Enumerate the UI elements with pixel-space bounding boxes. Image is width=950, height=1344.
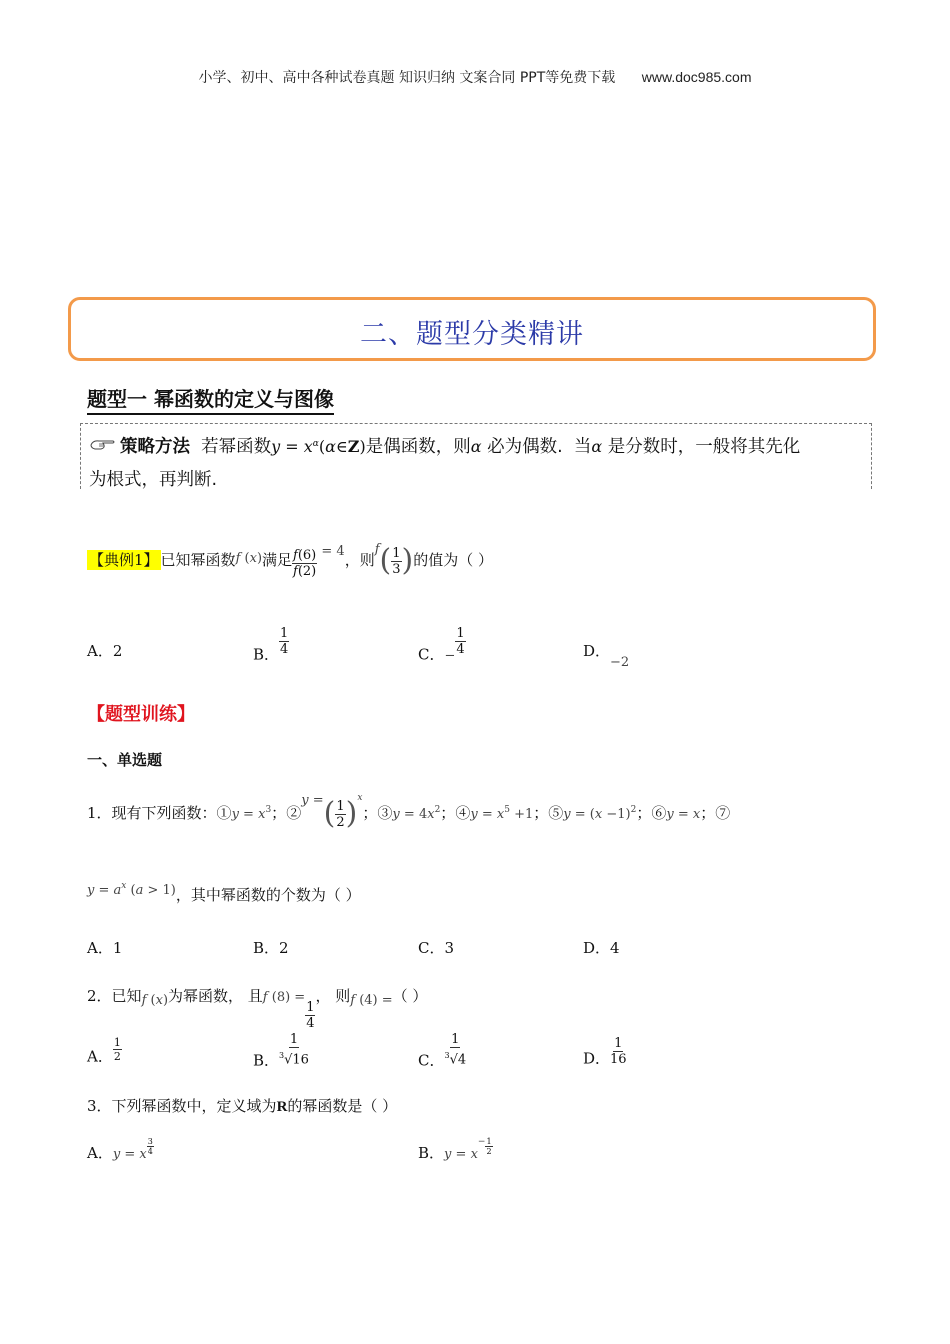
q3-question: 3．下列幂函数中，定义域为R的幂函数是（ ） bbox=[87, 1097, 398, 1115]
q2-option-a[interactable]: A． $\frac{1}{2}$ bbox=[87, 1036, 121, 1066]
q3-option-a[interactable]: A．y = x $\frac{3}{4}$ bbox=[87, 1137, 153, 1162]
example1-question: 【典例1】 已知幂函数f (x)满足 $\frac{f(6)}{f(2)}$ = 4，则f( $\frac{1}{3}$ )的值为（ ） bbox=[89, 542, 494, 579]
q2-option-d[interactable]: D． $\frac{1}{16}$ bbox=[583, 1036, 627, 1068]
example1-option-d[interactable]: D．−2 bbox=[583, 642, 630, 670]
example1-t2: 满足 bbox=[262, 551, 293, 569]
q1-option-c[interactable]: C．3 bbox=[418, 939, 455, 957]
example1-t1: 已知幂函数 bbox=[160, 551, 236, 569]
single-choice-heading: 一、单选题 bbox=[87, 751, 163, 769]
strategy-t5: 是分数时，一般将其先化 bbox=[607, 437, 801, 457]
example1-t3: ，则 bbox=[344, 551, 375, 569]
q1-question: 1．现有下列函数：①y = $x^3$；②y =( $\frac{1}{2}$ )$^x$；③y = $4x^2$；④y = $x^5 +1$；⑤y = $(x -1)^2$；⑥y = x；⑦ bbox=[87, 793, 731, 831]
strategy-t4: 当 bbox=[573, 437, 592, 457]
strategy-box: 策略方法 若幂函数$y = x^\alpha(\alpha\in Z)$是偶函数，则α 必为偶数. 当α 是分数时，一般将其先化 为根式，再判断. bbox=[80, 423, 872, 489]
formula-y-x-alpha: y bbox=[271, 437, 281, 456]
ratio-fraction: $\frac{f(6)}{f(2)}$ bbox=[293, 548, 317, 579]
q1-question-cont: $y = a^x$ (a > 1)，其中幂函数的个数为（ ） bbox=[87, 881, 361, 904]
strategy-label: 策略方法 bbox=[120, 437, 190, 457]
training-heading: 【题型训练】 bbox=[87, 704, 195, 725]
header-text: 小学、初中、高中各种试卷真题 知识归纳 文案合同 PPT等免费下载 bbox=[198, 70, 616, 86]
strategy-t3: 必为偶数 bbox=[487, 437, 558, 457]
example1-tag: 【典例1】 bbox=[89, 551, 159, 569]
header-url[interactable]: www.doc985.com bbox=[641, 69, 752, 85]
example1-option-a[interactable]: A．2 bbox=[87, 642, 123, 660]
q2-option-b[interactable]: B． $\frac{1}{^3√16}$ bbox=[253, 1032, 309, 1070]
q2-option-c[interactable]: C． $\frac{1}{^3√4}$ bbox=[418, 1032, 467, 1070]
q1-option-d[interactable]: D．4 bbox=[583, 939, 620, 957]
one-third-fraction: $\frac{1}{3}$ bbox=[392, 545, 401, 577]
q1-option-b[interactable]: B．2 bbox=[253, 939, 289, 957]
section-title: 二、题型分类精讲 bbox=[360, 319, 584, 350]
example1-t4: 的值为（ ） bbox=[413, 551, 494, 569]
example1-option-b[interactable]: B． $\frac{1}{4}$ bbox=[253, 626, 289, 664]
q2-question: 2．已知f (x)为幂函数， 且f (8) = $\frac{1}{4}$ ， 则f (4) =（ ） bbox=[87, 987, 428, 1031]
type1-heading: 题型一 幂函数的定义与图像 bbox=[87, 386, 334, 415]
example1-option-c[interactable]: C．− $\frac{1}{4}$ bbox=[418, 626, 465, 664]
page-header bbox=[0, 67, 950, 87]
q1-option-a[interactable]: A．1 bbox=[87, 939, 123, 957]
pointing-hand-icon bbox=[89, 431, 117, 464]
strategy-t1: 若幂函数 bbox=[201, 437, 272, 457]
q3-option-b[interactable]: B．y = x− $\frac{1}{2}$ bbox=[418, 1137, 492, 1162]
strategy-line2: 为根式，再判断. bbox=[89, 470, 218, 490]
strategy-t2: 是偶函数，则 bbox=[365, 437, 471, 457]
